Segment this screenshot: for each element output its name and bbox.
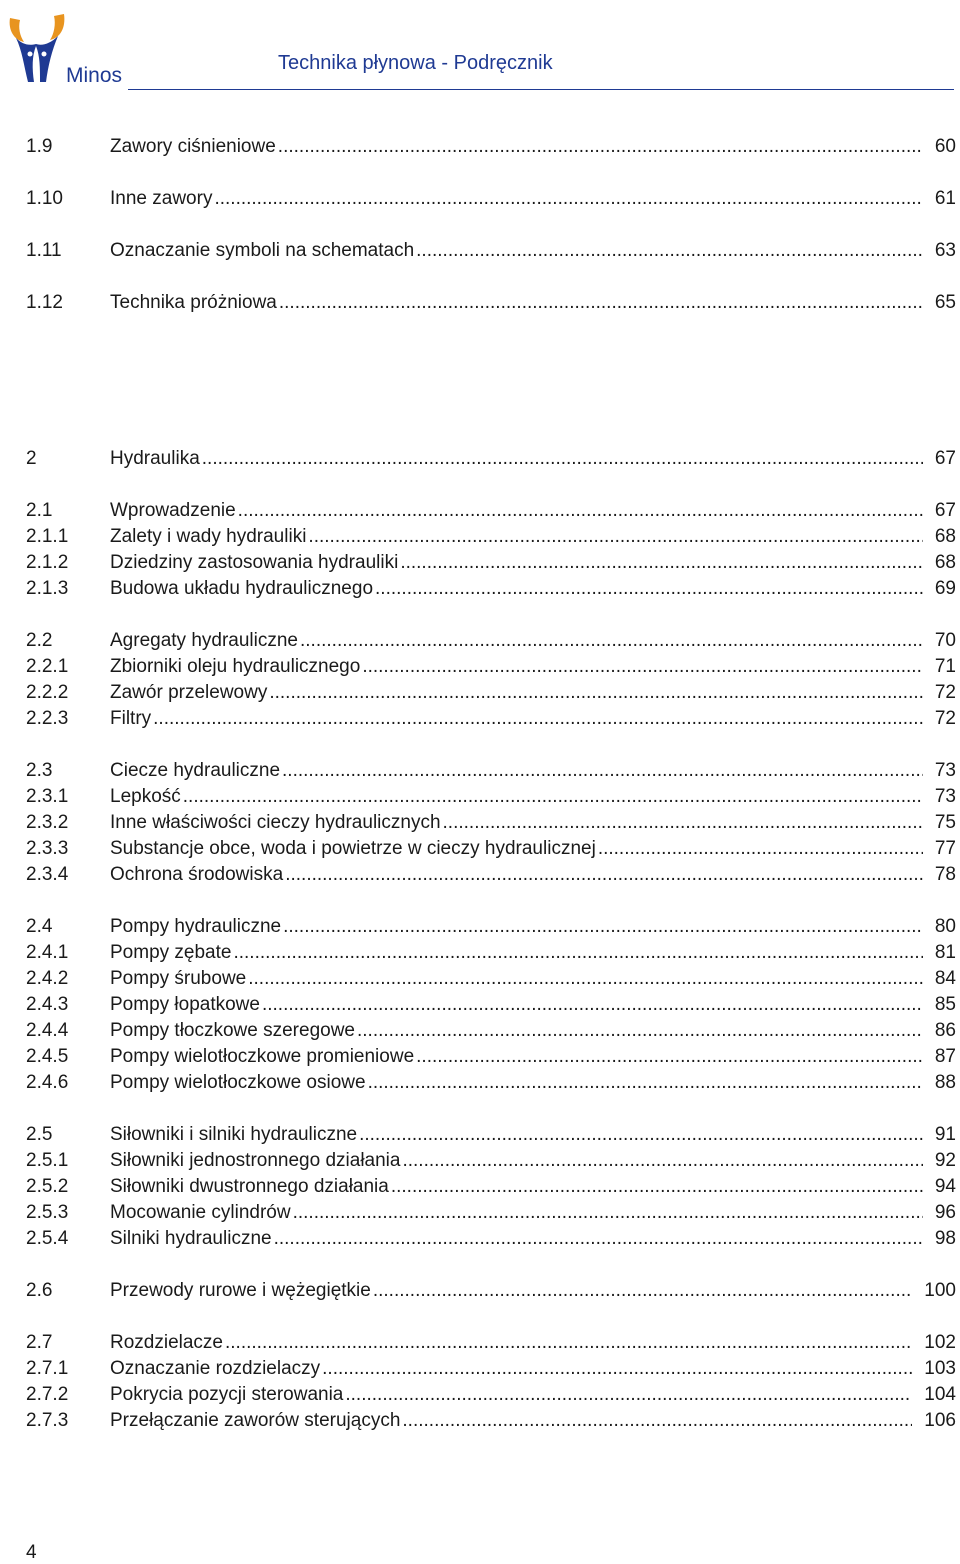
toc-entry-title: Pokrycia pozycji sterowania xyxy=(110,1384,344,1405)
toc-entry-page: 94 xyxy=(934,1176,956,1197)
toc-entry-number: 2.3.3 xyxy=(26,838,69,859)
header-divider xyxy=(128,89,954,90)
toc-entry-page: 61 xyxy=(934,188,956,209)
toc-entry xyxy=(26,186,956,212)
toc-entry-title: Pompy tłoczkowe szeregowe xyxy=(110,1020,355,1041)
toc-entry-page: 69 xyxy=(934,578,956,599)
toc-entry-number: 2.2 xyxy=(26,630,53,651)
toc-entry-title: Zawory ciśnieniowe xyxy=(110,136,276,157)
toc-entry xyxy=(26,966,956,992)
toc-entry-title: Siłowniki jednostronnego działania xyxy=(110,1150,401,1171)
toc-entry xyxy=(26,1174,956,1200)
toc-entry-number: 2.2.3 xyxy=(26,708,69,729)
toc-entry-number: 2.2.1 xyxy=(26,656,69,677)
toc-leader-dots xyxy=(214,186,922,212)
toc-entry xyxy=(26,1330,956,1356)
toc-entry-number: 2.5.2 xyxy=(26,1176,69,1197)
toc-entry-title: Pompy wielotłoczkowe promieniowe xyxy=(110,1046,415,1067)
toc-entry xyxy=(26,680,956,706)
toc-entry-title: Ciecze hydrauliczne xyxy=(110,760,281,781)
toc-entry xyxy=(26,706,956,732)
toc-entry-number: 2.7.3 xyxy=(26,1410,69,1431)
toc-entry-number: 2.7.2 xyxy=(26,1384,69,1405)
toc-entry-page: 73 xyxy=(934,760,956,781)
toc-leader-dots xyxy=(598,836,923,862)
toc-leader-dots xyxy=(274,1226,923,1252)
toc-entry-title: Pompy łopatkowe xyxy=(110,994,260,1015)
toc-entry-page: 68 xyxy=(934,552,956,573)
toc-leader-dots xyxy=(345,1382,912,1408)
toc-entry-page: 63 xyxy=(934,240,956,261)
toc-entry-title: Substancje obce, woda i powietrze w cieczy hydraulicznej xyxy=(110,838,596,859)
toc-entry-page: 86 xyxy=(934,1020,956,1041)
toc-entry-number: 2.5.3 xyxy=(26,1202,69,1223)
toc-entry-page: 98 xyxy=(934,1228,956,1249)
toc-entry xyxy=(26,1122,956,1148)
toc-entry-page: 84 xyxy=(934,968,956,989)
toc-leader-dots xyxy=(278,134,923,160)
toc-entry xyxy=(26,914,956,940)
toc-entry-page: 77 xyxy=(934,838,956,859)
toc-entry-page: 71 xyxy=(934,656,956,677)
toc-entry-title: Silniki hydrauliczne xyxy=(110,1228,272,1249)
toc-leader-dots xyxy=(202,446,923,472)
toc-entry xyxy=(26,1278,956,1304)
toc-entry-page: 85 xyxy=(934,994,956,1015)
toc-entry xyxy=(26,1018,956,1044)
toc-leader-dots xyxy=(153,706,923,732)
toc-entry-number: 2.4.6 xyxy=(26,1072,69,1093)
toc-entry xyxy=(26,290,956,316)
toc-entry-number: 2.1 xyxy=(26,500,53,521)
toc-leader-dots xyxy=(368,1070,923,1096)
toc-entry-title: Technika próżniowa xyxy=(110,292,277,313)
toc-leader-dots xyxy=(248,966,923,992)
toc-entry xyxy=(26,628,956,654)
toc-entry-title: Filtry xyxy=(110,708,152,729)
toc-entry-page: 78 xyxy=(934,864,956,885)
toc-entry-number: 1.9 xyxy=(26,136,53,157)
toc-entry xyxy=(26,836,956,862)
toc-entry xyxy=(26,758,956,784)
toc-entry xyxy=(26,134,956,160)
toc-entry-page: 67 xyxy=(934,500,956,521)
toc-entry-title: Inne właściwości cieczy hydraulicznych xyxy=(110,812,441,833)
toc-entry-title: Pompy hydrauliczne xyxy=(110,916,282,937)
toc-leader-dots xyxy=(391,1174,923,1200)
brand-name: Minos xyxy=(66,64,123,87)
toc-entry xyxy=(26,1148,956,1174)
toc-leader-dots xyxy=(308,524,922,550)
toc-entry xyxy=(26,1382,956,1408)
toc-entry xyxy=(26,992,956,1018)
toc-entry xyxy=(26,238,956,264)
toc-entry-number: 2.5.4 xyxy=(26,1228,69,1249)
toc-entry-page: 68 xyxy=(934,526,956,547)
toc-entry-title: Siłowniki i silniki hydrauliczne xyxy=(110,1124,358,1145)
toc-entry-number: 2.4.1 xyxy=(26,942,69,963)
toc-leader-dots xyxy=(359,1122,923,1148)
toc-entry-page: 65 xyxy=(934,292,956,313)
toc-entry xyxy=(26,524,956,550)
toc-entry-number: 2.5.1 xyxy=(26,1150,69,1171)
toc-entry-title: Inne zawory xyxy=(110,188,213,209)
page-header xyxy=(0,0,960,95)
toc-leader-dots xyxy=(375,576,923,602)
toc-entry xyxy=(26,446,956,472)
toc-entry-page: 81 xyxy=(934,942,956,963)
toc-entry-number: 2.5 xyxy=(26,1124,53,1145)
toc-leader-dots xyxy=(402,1408,912,1434)
toc-entry-page: 60 xyxy=(934,136,956,157)
toc-leader-dots xyxy=(400,550,923,576)
toc-entry xyxy=(26,1356,956,1382)
toc-entry-number: 2.7.1 xyxy=(26,1358,69,1379)
toc-leader-dots xyxy=(293,1200,923,1226)
toc-entry xyxy=(26,550,956,576)
toc-entry-page: 100 xyxy=(924,1280,956,1301)
toc-entry-title: Dziedziny zastosowania hydrauliki xyxy=(110,552,399,573)
toc-entry-title: Ochrona środowiska xyxy=(110,864,284,885)
toc-entry-number: 2.4.2 xyxy=(26,968,69,989)
toc-leader-dots xyxy=(183,784,923,810)
toc-entry-number: 2 xyxy=(26,448,37,469)
toc-entry-number: 2.3 xyxy=(26,760,53,781)
toc-entry xyxy=(26,940,956,966)
toc-entry-number: 2.1.2 xyxy=(26,552,69,573)
toc-entry-page: 72 xyxy=(934,708,956,729)
toc-entry-page: 106 xyxy=(924,1410,956,1431)
toc-entry-page: 67 xyxy=(934,448,956,469)
toc-entry-title: Agregaty hydrauliczne xyxy=(110,630,298,651)
toc-entry-title: Przewody rurowe i wężegiętkie xyxy=(110,1280,371,1301)
toc-entry xyxy=(26,1408,956,1434)
toc-entry-title: Hydraulika xyxy=(110,448,200,469)
toc-entry-page: 80 xyxy=(934,916,956,937)
toc-entry-number: 2.3.2 xyxy=(26,812,69,833)
toc-entry xyxy=(26,1044,956,1070)
toc-entry-number: 1.10 xyxy=(26,188,63,209)
toc-leader-dots xyxy=(443,810,923,836)
toc-entry-title: Zalety i wady hydrauliki xyxy=(110,526,307,547)
toc-entry-title: Przełączanie zaworów sterujących xyxy=(110,1410,401,1431)
toc-entry-number: 2.3.1 xyxy=(26,786,69,807)
toc-entry-number: 2.2.2 xyxy=(26,682,69,703)
toc-leader-dots xyxy=(283,914,923,940)
toc-entry-page: 88 xyxy=(934,1072,956,1093)
toc-entry-number: 2.4.3 xyxy=(26,994,69,1015)
toc-entry-title: Wprowadzenie xyxy=(110,500,236,521)
toc-entry xyxy=(26,810,956,836)
toc-entry-title: Pompy wielotłoczkowe osiowe xyxy=(110,1072,366,1093)
toc-entry-page: 91 xyxy=(934,1124,956,1145)
toc-entry-number: 2.1.3 xyxy=(26,578,69,599)
toc-leader-dots xyxy=(416,238,923,264)
toc-leader-dots xyxy=(416,1044,923,1070)
toc-entry-number: 2.3.4 xyxy=(26,864,69,885)
toc-entry-page: 92 xyxy=(934,1150,956,1171)
toc-entry xyxy=(26,576,956,602)
toc-leader-dots xyxy=(357,1018,923,1044)
toc-leader-dots xyxy=(322,1356,912,1382)
toc-entry-number: 2.7 xyxy=(26,1332,53,1353)
toc-leader-dots xyxy=(262,992,923,1018)
toc-entry-title: Oznaczanie symboli na schematach xyxy=(110,240,415,261)
toc-leader-dots xyxy=(225,1330,912,1356)
toc-entry-number: 1.12 xyxy=(26,292,63,313)
toc-entry-page: 103 xyxy=(924,1358,956,1379)
document-title: Technika płynowa - Podręcznik xyxy=(278,52,553,74)
toc-entry-page: 70 xyxy=(934,630,956,651)
toc-entry xyxy=(26,1200,956,1226)
toc-entry-title: Budowa układu hydraulicznego xyxy=(110,578,374,599)
toc-entry xyxy=(26,1226,956,1252)
toc-entry-title: Zbiorniki oleju hydraulicznego xyxy=(110,656,361,677)
toc-entry xyxy=(26,654,956,680)
toc-entry-page: 73 xyxy=(934,786,956,807)
toc-leader-dots xyxy=(300,628,923,654)
toc-entry-number: 1.11 xyxy=(26,240,62,261)
toc-leader-dots xyxy=(279,290,923,316)
toc-entry-title: Oznaczanie rozdzielaczy xyxy=(110,1358,321,1379)
toc-leader-dots xyxy=(233,940,922,966)
toc-entry-page: 104 xyxy=(924,1384,956,1405)
toc-entry-number: 2.6 xyxy=(26,1280,53,1301)
toc-entry-title: Siłowniki dwustronnego działania xyxy=(110,1176,389,1197)
toc-leader-dots xyxy=(282,758,923,784)
toc-entry xyxy=(26,1070,956,1096)
toc-leader-dots xyxy=(362,654,923,680)
toc-entry-page: 96 xyxy=(934,1202,956,1223)
toc-entry xyxy=(26,862,956,888)
toc-entry-number: 2.4.5 xyxy=(26,1046,69,1067)
toc-entry-page: 87 xyxy=(934,1046,956,1067)
page-number: 4 xyxy=(26,1542,37,1563)
toc-leader-dots xyxy=(285,862,923,888)
toc-entry xyxy=(26,784,956,810)
toc-entry-title: Rozdzielacze xyxy=(110,1332,223,1353)
toc-entry-title: Pompy zębate xyxy=(110,942,232,963)
toc-entry-page: 102 xyxy=(924,1332,956,1353)
toc-leader-dots xyxy=(269,680,923,706)
toc-entry-number: 2.1.1 xyxy=(26,526,69,547)
toc-entry-title: Zawór przelewowy xyxy=(110,682,268,703)
toc-leader-dots xyxy=(402,1148,922,1174)
toc-entry-title: Mocowanie cylindrów xyxy=(110,1202,291,1223)
toc-entry-title: Pompy śrubowe xyxy=(110,968,247,989)
toc-entry-page: 75 xyxy=(934,812,956,833)
toc-entry-title: Lepkość xyxy=(110,786,181,807)
toc-entry-page: 72 xyxy=(934,682,956,703)
toc-entry xyxy=(26,498,956,524)
toc-entry-number: 2.4 xyxy=(26,916,53,937)
toc-leader-dots xyxy=(238,498,923,524)
minos-bull-logo-icon xyxy=(6,10,68,88)
toc-leader-dots xyxy=(373,1278,912,1304)
toc-entry-number: 2.4.4 xyxy=(26,1020,69,1041)
